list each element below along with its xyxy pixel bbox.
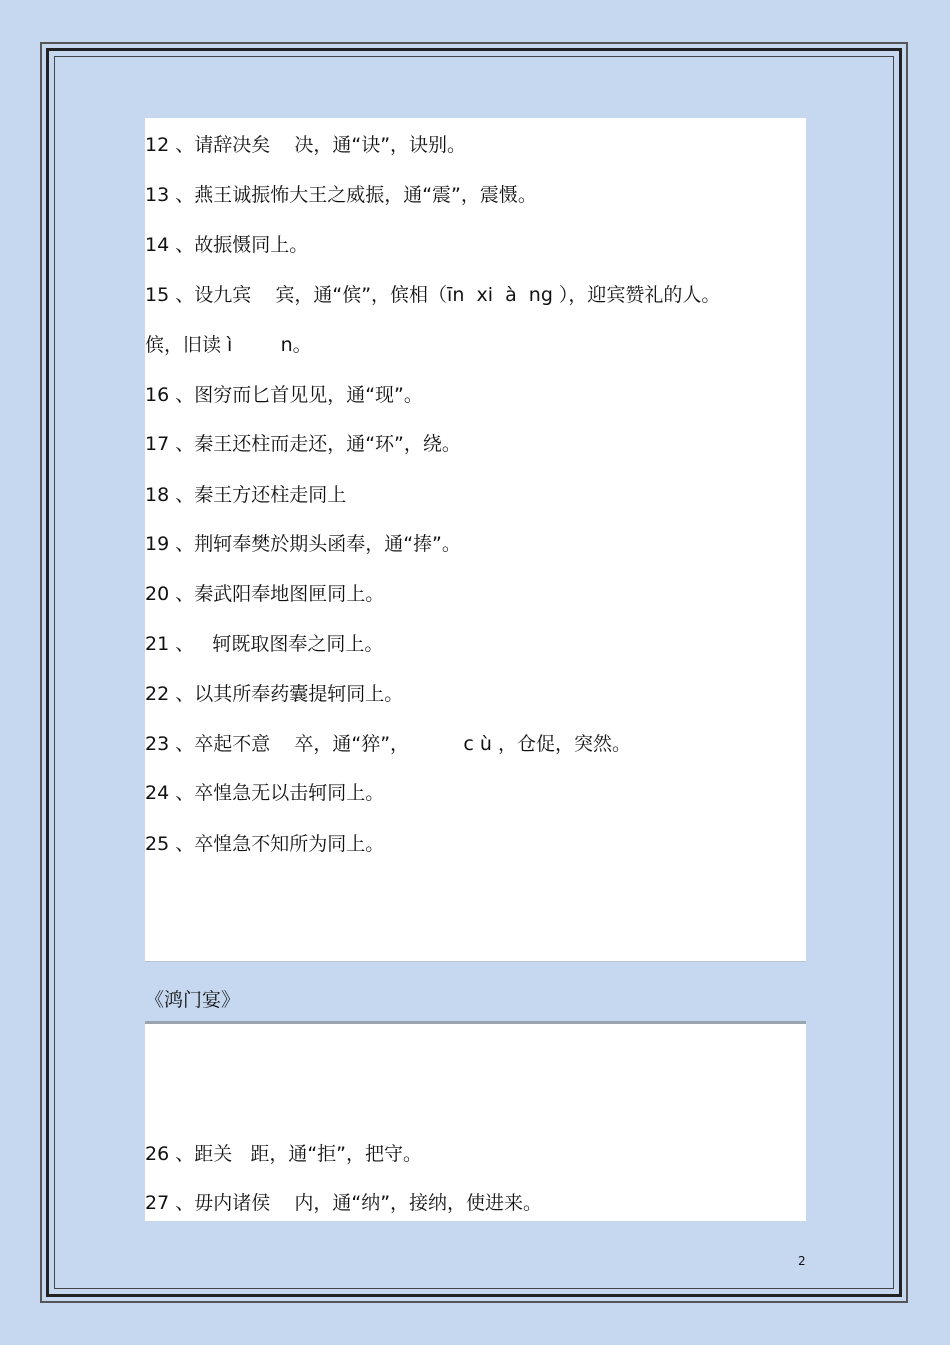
text-line-15: 15 、设九宾 宾，通“傧”，傧相（īn xi à ng ），迎宾赞礼的人。 [145,284,721,306]
section-title: 《鸿门宴》 [145,989,241,1011]
text-line-21: 21 、 轲既取图奉之同上。 [145,633,384,655]
text-line-18: 18 、秦王方还柱走同上 [145,484,347,506]
text-line-13: 13 、燕王诚振怖大王之威振，通“震”，震慑。 [145,184,537,206]
text-line-16: 16 、图穷而匕首见见，通“现”。 [145,384,423,406]
text-line-12: 12 、请辞决矣 决，通“诀”，诀别。 [145,134,467,156]
text-line-19: 19 、荆轲奉樊於期头函奉，通“捧”。 [145,533,461,555]
text-line-24: 24 、卒惶急无以击轲同上。 [145,782,385,804]
text-line-17: 17 、秦王还柱而走还，通“环”，绕。 [145,433,461,455]
text-line-20: 20 、秦武阳奉地图匣同上。 [145,583,385,605]
text-line-14: 14 、故振慑同上。 [145,234,309,256]
text-line-15-continued: 傧，旧读 ì n。 [145,334,312,356]
page-number: 2 [798,1254,806,1268]
text-line-23: 23 、卒起不意 卒，通“猝”， c ù ，仓促，突然。 [145,733,631,755]
text-line-27: 27 、毋内诸侯 内，通“纳”，接纳，使进来。 [145,1192,543,1214]
text-line-22: 22 、以其所奉药囊提轲同上。 [145,683,404,705]
text-line-26: 26 、距关 距，通“拒”，把守。 [145,1143,423,1165]
text-line-25: 25 、卒惶急不知所为同上。 [145,833,385,855]
